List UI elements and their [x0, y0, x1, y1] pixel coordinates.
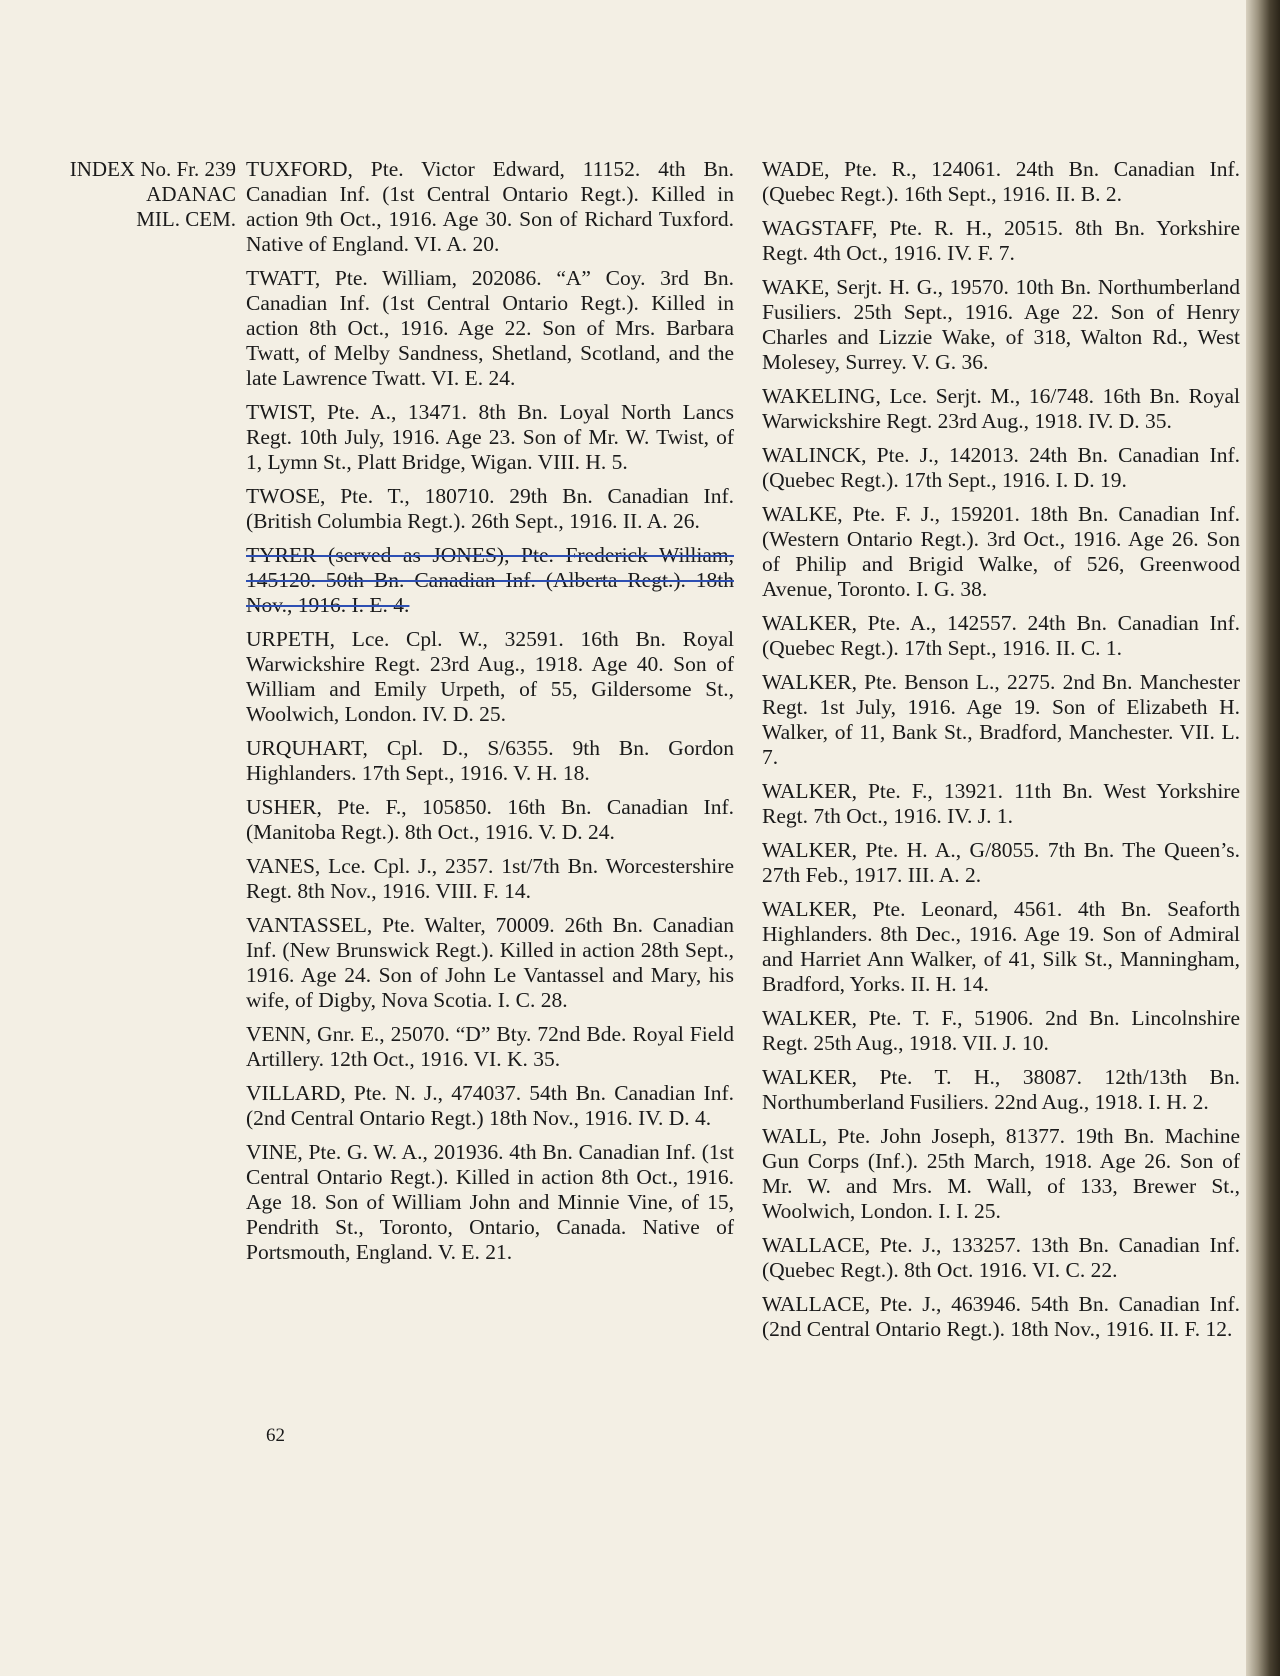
register-entry: WALKER, Pte. Leonard, 4561. 4th Bn. Seaforth Highlanders. 8th Dec., 1916. Age 19. Son of Admiral and Harriet Ann Walker, of 41, Silk St., Manningham, Bradford, Yorks. II. H. 14.: [762, 897, 1240, 996]
cemetery-name: ADANAC: [146, 182, 236, 206]
index-number: INDEX No. Fr. 239: [69, 157, 236, 181]
register-entry: WALKE, Pte. F. J., 159201. 18th Bn. Canadian Inf. (Western Ontario Regt.). 3rd Oct., 1916. Age 26. Son of Philip and Brigid Walke, of 526, Greenwood Avenue, Toronto. I. G. 38.: [762, 502, 1240, 601]
register-entry: WALKER, Pte. Benson L., 2275. 2nd Bn. Manchester Regt. 1st July, 1916. Age 19. Son of Elizabeth H. Walker, of 11, Bank St., Bradford, Manchester. VII. L. 7.: [762, 670, 1240, 769]
register-entry: TWOSE, Pte. T., 180710. 29th Bn. Canadian Inf. (British Columbia Regt.). 26th Sept., 1916. II. A. 26.: [246, 484, 734, 533]
cemetery-index-heading: [32, 157, 236, 232]
register-entry: WAGSTAFF, Pte. R. H., 20515. 8th Bn. Yorkshire Regt. 4th Oct., 1916. IV. F. 7.: [762, 216, 1240, 265]
register-entry: WALKER, Pte. T. H., 38087. 12th/13th Bn. Northumberland Fusiliers. 22nd Aug., 1918. I. H. 2.: [762, 1065, 1240, 1114]
register-entry: WAKE, Serjt. H. G., 19570. 10th Bn. Northumberland Fusiliers. 25th Sept., 1916. Age 22. Son of Henry Charles and Lizzie Wake, of 318, Walton Rd., West Molesey, Surrey. V. G. 36.: [762, 275, 1240, 374]
register-entry: TWIST, Pte. A., 13471. 8th Bn. Loyal North Lancs Regt. 10th July, 1916. Age 23. Son of Mr. W. Twist, of 1, Lymn St., Platt Bridge, Wigan. VIII. H. 5.: [246, 400, 734, 474]
register-entry: USHER, Pte. F., 105850. 16th Bn. Canadian Inf. (Manitoba Regt.). 8th Oct., 1916. V. D. 24.: [246, 795, 734, 844]
register-entry: WALKER, Pte. F., 13921. 11th Bn. West Yorkshire Regt. 7th Oct., 1916. IV. J. 1.: [762, 779, 1240, 828]
page-number: 62: [266, 1425, 285, 1446]
register-entry: URQUHART, Cpl. D., S/6355. 9th Bn. Gordon Highlanders. 17th Sept., 1916. V. H. 18.: [246, 736, 734, 785]
cemetery-type: MIL. CEM.: [136, 207, 236, 231]
register-entry: TWATT, Pte. William, 202086. “A” Coy. 3rd Bn. Canadian Inf. (1st Central Ontario Regt.). Killed in action 8th Oct., 1916. Age 22. Son of Mrs. Barbara Twatt, of Melby Sandness, Shetland, Scotland, and the late Lawrence Twatt. VI. E. 24.: [246, 266, 734, 390]
register-entry: WALLACE, Pte. J., 463946. 54th Bn. Canadian Inf. (2nd Central Ontario Regt.). 18th Nov., 1916. II. F. 12.: [762, 1292, 1240, 1341]
register-entry: WALKER, Pte. H. A., G/8055. 7th Bn. The Queen’s. 27th Feb., 1917. III. A. 2.: [762, 838, 1240, 887]
register-entry: WADE, Pte. R., 124061. 24th Bn. Canadian Inf. (Quebec Regt.). 16th Sept., 1916. II. B. 2.: [762, 157, 1240, 206]
register-entry: WALL, Pte. John Joseph, 81377. 19th Bn. Machine Gun Corps (Inf.). 25th March, 1918. Age 26. Son of Mr. W. and Mrs. M. Wall, of 133, Brewer St., Woolwich, London. I. I. 25.: [762, 1124, 1240, 1223]
register-entry: VANTASSEL, Pte. Walter, 70009. 26th Bn. Canadian Inf. (New Brunswick Regt.). Killed in action 28th Sept., 1916. Age 24. Son of John Le Vantassel and Mary, his wife, of Digby, Nova Scotia. I. C. 28.: [246, 913, 734, 1012]
register-entry: WALLACE, Pte. J., 133257. 13th Bn. Canadian Inf. (Quebec Regt.). 8th Oct. 1916. VI. C. 22.: [762, 1233, 1240, 1282]
right-column: [762, 157, 1240, 1351]
register-entry: VENN, Gnr. E., 25070. “D” Bty. 72nd Bde. Royal Field Artillery. 12th Oct., 1916. VI. K. 35.: [246, 1022, 734, 1071]
page-edge-shadow: [1246, 0, 1280, 1676]
register-entry: TUXFORD, Pte. Victor Edward, 11152. 4th Bn. Canadian Inf. (1st Central Ontario Regt.). Killed in action 9th Oct., 1916. Age 30. Son of Richard Tuxford. Native of England. VI. A. 20.: [246, 157, 734, 256]
left-column: [246, 157, 734, 1274]
register-entry: WALINCK, Pte. J., 142013. 24th Bn. Canadian Inf. (Quebec Regt.). 17th Sept., 1916. I. D. 19.: [762, 443, 1240, 492]
register-entry: VINE, Pte. G. W. A., 201936. 4th Bn. Canadian Inf. (1st Central Ontario Regt.). Killed in action 8th Oct., 1916. Age 18. Son of William John and Minnie Vine, of 15, Pendrith St., Toronto, Ontario, Canada. Native of Portsmouth, England. V. E. 21.: [246, 1140, 734, 1264]
register-entry: VANES, Lce. Cpl. J., 2357. 1st/7th Bn. Worcestershire Regt. 8th Nov., 1916. VIII. F. 14.: [246, 854, 734, 903]
register-entry: WAKELING, Lce. Serjt. M., 16/748. 16th Bn. Royal Warwickshire Regt. 23rd Aug., 1918. IV. D. 35.: [762, 384, 1240, 433]
struck-through-entry: TYRER (served as JONES), Pte. Frederick William, 145120. 50th Bn. Canadian Inf. (Alberta Regt.). 18th Nov., 1916. I. E. 4.: [246, 543, 734, 617]
register-entry: URPETH, Lce. Cpl. W., 32591. 16th Bn. Royal Warwickshire Regt. 23rd Aug., 1918. Age 40. Son of William and Emily Urpeth, of 55, Gildersome St., Woolwich, London. IV. D. 25.: [246, 627, 734, 726]
register-entry: VILLARD, Pte. N. J., 474037. 54th Bn. Canadian Inf. (2nd Central Ontario Regt.) 18th Nov., 1916. IV. D. 4.: [246, 1081, 734, 1130]
register-entry: WALKER, Pte. T. F., 51906. 2nd Bn. Lincolnshire Regt. 25th Aug., 1918. VII. J. 10.: [762, 1006, 1240, 1055]
register-entry: WALKER, Pte. A., 142557. 24th Bn. Canadian Inf. (Quebec Regt.). 17th Sept., 1916. II. C. 1.: [762, 611, 1240, 660]
